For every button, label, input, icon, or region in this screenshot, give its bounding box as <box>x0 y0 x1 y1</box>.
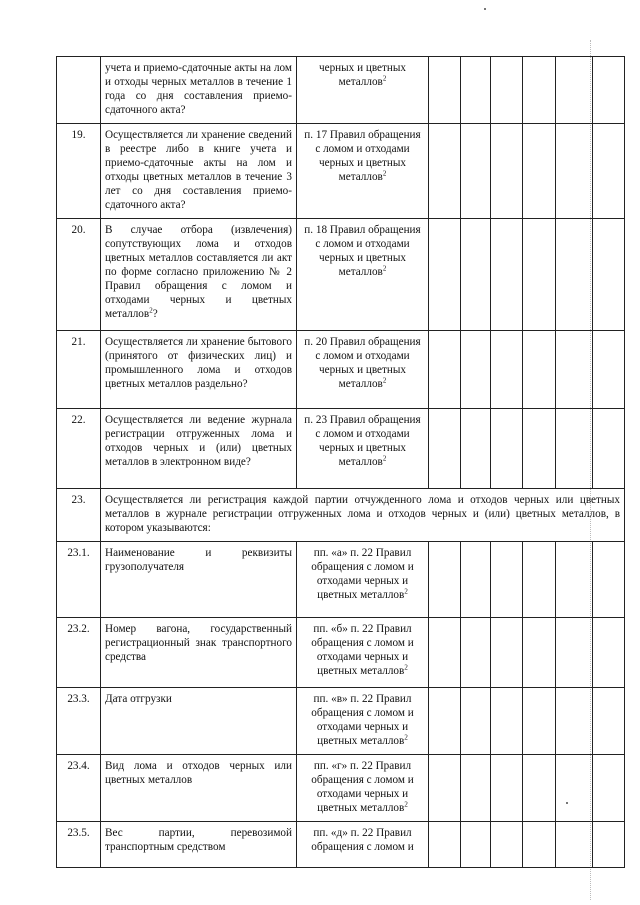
reference-text: п. 20 Правил обращения с ломом и отходами черных и цветных металлов <box>304 336 421 390</box>
table-row <box>57 409 625 489</box>
reference-cell <box>297 57 429 124</box>
answer-cell <box>593 57 625 124</box>
answer-cell <box>556 124 593 219</box>
answer-cell <box>556 219 593 331</box>
answer-cell <box>461 409 491 489</box>
row-number: 23.2. <box>57 618 101 688</box>
answer-cell <box>461 124 491 219</box>
answer-cell <box>429 331 461 409</box>
answer-cell <box>491 124 523 219</box>
footnote-mark: 2 <box>382 264 387 273</box>
answer-cell <box>523 331 556 409</box>
footnote-mark: 2 <box>404 663 408 672</box>
answer-cell <box>461 755 491 822</box>
row-number: 21. <box>57 331 101 409</box>
answer-cell <box>429 618 461 688</box>
answer-cell <box>429 822 461 868</box>
answer-cell <box>593 409 625 489</box>
footnote-mark: 2 <box>382 74 387 83</box>
answer-cell <box>461 57 491 124</box>
answer-cell <box>523 124 556 219</box>
footnote-mark: 2 <box>404 800 408 809</box>
table-row <box>57 688 625 755</box>
question-text: Осуществляется ли хранение сведений в реестре либо в книге учета и приемо-сдаточные акты на лом и отходы цветных металлов в течение 3 лет со дня составления приемо-сдаточного акта? <box>105 129 292 211</box>
answer-cell <box>593 755 625 822</box>
row-number: 22. <box>57 409 101 489</box>
answer-cell <box>556 542 593 618</box>
answer-cell <box>523 542 556 618</box>
question-cell <box>101 219 297 331</box>
question-text: Осуществляется ли ведение журнала регистрации отгруженных лома и отходов черных и (или) цветных металлов в электронном виде? <box>105 414 292 468</box>
row-number: 23. <box>57 489 101 542</box>
checklist-body <box>57 57 625 868</box>
question-text: учета и приемо-сдаточные акты на лом и отходы черных металлов в течение 1 года со дня составления приемо-сдаточного акта? <box>105 62 292 116</box>
answer-cell <box>491 618 523 688</box>
answer-cell <box>556 331 593 409</box>
question-text: Номер вагона, государственный регистрационный знак транспортного средства <box>105 623 292 663</box>
row-number: 23.3. <box>57 688 101 755</box>
table-row <box>57 822 625 868</box>
answer-cell <box>461 331 491 409</box>
answer-cell <box>491 409 523 489</box>
reference-cell <box>297 124 429 219</box>
answer-cell <box>523 755 556 822</box>
reference-cell <box>297 409 429 489</box>
answer-cell <box>461 688 491 755</box>
scan-speck <box>484 8 486 10</box>
answer-cell <box>491 542 523 618</box>
answer-cell <box>429 542 461 618</box>
question-cell <box>101 124 297 219</box>
table-row <box>57 219 625 331</box>
row-number: 20. <box>57 219 101 331</box>
answer-cell <box>593 331 625 409</box>
answer-cell <box>523 219 556 331</box>
question-text: Вид лома и отходов черных или цветных металлов <box>105 760 292 786</box>
table-row <box>57 755 625 822</box>
question-cell <box>101 331 297 409</box>
answer-cell <box>491 331 523 409</box>
answer-cell <box>429 755 461 822</box>
answer-cell <box>593 124 625 219</box>
table-row <box>57 57 625 124</box>
footnote-mark: 2 <box>404 587 408 596</box>
answer-cell <box>429 688 461 755</box>
question-cell <box>101 755 297 822</box>
answer-cell <box>491 755 523 822</box>
row-number: 23.1. <box>57 542 101 618</box>
row-number <box>57 57 101 124</box>
answer-cell <box>556 409 593 489</box>
reference-cell <box>297 542 429 618</box>
reference-text: пп. «д» п. 22 Правил обращения с ломом и <box>311 827 414 853</box>
reference-text: пп. «а» п. 22 Правил обращения с ломом и отходами черных и цветных металлов <box>311 547 414 601</box>
question-cell <box>101 409 297 489</box>
question-cell <box>101 618 297 688</box>
question-text: Дата отгрузки <box>105 693 172 705</box>
question-text: Осуществляется ли хранение бытового (принятого от физических лиц) и промышленного лома и отходов цветных металлов раздельно? <box>105 336 292 390</box>
reference-cell <box>297 219 429 331</box>
reference-text: п. 17 Правил обращения с ломом и отходами черных и цветных металлов <box>304 129 421 183</box>
answer-cell <box>593 219 625 331</box>
answer-cell <box>593 542 625 618</box>
answer-cell <box>556 688 593 755</box>
answer-cell <box>429 124 461 219</box>
reference-cell <box>297 822 429 868</box>
footnote-mark: 2 <box>382 376 387 385</box>
table-row <box>57 489 625 542</box>
table-row <box>57 331 625 409</box>
reference-cell <box>297 331 429 409</box>
reference-cell <box>297 755 429 822</box>
answer-cell <box>556 822 593 868</box>
table-row <box>57 618 625 688</box>
answer-cell <box>556 618 593 688</box>
footnote-mark: 2 <box>149 306 153 315</box>
answer-cell <box>523 57 556 124</box>
answer-cell <box>593 618 625 688</box>
answer-cell <box>523 688 556 755</box>
reference-text: пп. «б» п. 22 Правил обращения с ломом и отходами черных и цветных металлов <box>311 623 414 677</box>
answer-cell <box>429 57 461 124</box>
reference-text: пп. «в» п. 22 Правил обращения с ломом и отходами черных и цветных металлов <box>311 693 414 747</box>
answer-cell <box>593 688 625 755</box>
question-text: Наименование и реквизиты грузополучателя <box>105 547 292 573</box>
row-number: 19. <box>57 124 101 219</box>
answer-cell <box>523 618 556 688</box>
row-number: 23.5. <box>57 822 101 868</box>
reference-text: пп. «г» п. 22 Правил обращения с ломом и отходами черных и цветных металлов <box>311 760 414 814</box>
answer-cell <box>429 409 461 489</box>
section-question: Осуществляется ли регистрация каждой партии отчужденного лома и отходов черных или цветных металлов в журнале регистрации отгруженных лома и отходов черных и (или) цветных металлов, в котором указываются: <box>101 489 625 542</box>
question-cell <box>101 822 297 868</box>
answer-cell <box>429 219 461 331</box>
footnote-mark: 2 <box>404 733 408 742</box>
footnote-mark: 2 <box>382 169 387 178</box>
answer-cell <box>461 219 491 331</box>
answer-cell <box>461 822 491 868</box>
answer-cell <box>461 618 491 688</box>
reference-text: п. 18 Правил обращения с ломом и отходами черных и цветных металлов <box>304 224 421 278</box>
row-number: 23.4. <box>57 755 101 822</box>
answer-cell <box>593 822 625 868</box>
question-cell <box>101 542 297 618</box>
answer-cell <box>491 822 523 868</box>
reference-text: п. 23 Правил обращения с ломом и отходами черных и цветных металлов <box>304 414 421 468</box>
reference-cell <box>297 618 429 688</box>
answer-cell <box>556 755 593 822</box>
answer-cell <box>523 822 556 868</box>
checklist-table <box>56 56 625 868</box>
answer-cell <box>491 688 523 755</box>
table-row <box>57 542 625 618</box>
question-text: Вес партии, перевозимой транспортным средством <box>105 827 292 853</box>
answer-cell <box>523 409 556 489</box>
answer-cell <box>491 57 523 124</box>
question-cell <box>101 688 297 755</box>
reference-cell <box>297 688 429 755</box>
answer-cell <box>556 57 593 124</box>
reference-text: черных и цветных металлов <box>318 62 407 88</box>
answer-cell <box>491 219 523 331</box>
question-text: В случае отбора (извлечения) сопутствующих лома и отходов цветных металлов составляется ли акт по форме согласно приложению № 2 Правил обращения с ломом и отходами черных и цветных металлов <box>105 224 292 320</box>
question-cell <box>101 57 297 124</box>
table-row <box>57 124 625 219</box>
question-end: ? <box>152 308 158 320</box>
answer-cell <box>461 542 491 618</box>
footnote-mark: 2 <box>382 454 387 463</box>
